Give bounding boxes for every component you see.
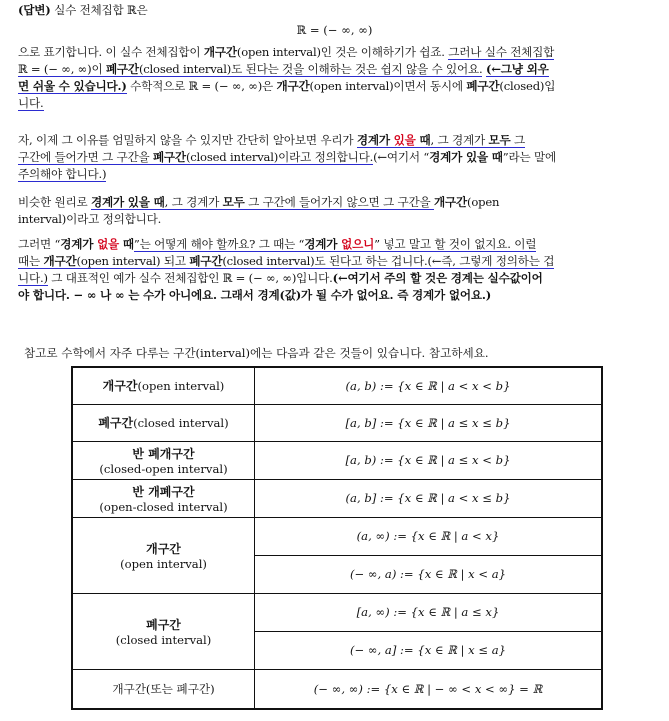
paragraph-4 (18, 236, 660, 304)
underlined-text: ”는 어떻게 해야 할까요? 그 때는 “ (133, 237, 305, 251)
bold-aside: 면 쉬울 수 있습니다.) (18, 79, 127, 93)
bold-term: 경계가 (356, 133, 394, 147)
interval-def: (− ∞, a) := {x ∈ ℝ | x < a} (255, 555, 603, 593)
interval-name: 개구간(또는 폐구간) (72, 669, 255, 709)
name-rest: (closed-open interval) (99, 461, 228, 476)
red-term: 없으니 (341, 237, 375, 251)
underlined-text: , 그 경계가 (164, 195, 223, 209)
interval-def: [a, b) := {x ∈ ℝ | a ≤ x < b} (255, 441, 603, 479)
bold-term: 개구간 (434, 195, 467, 209)
interval-def: (− ∞, a] := {x ∈ ℝ | x ≤ a} (255, 631, 603, 669)
underlined-text: 니다. (18, 96, 44, 110)
text: interval)이라고 정의합니다. (18, 212, 162, 226)
red-term: 있을 (393, 133, 416, 147)
interval-name (72, 441, 255, 479)
paragraph-1 (18, 44, 660, 112)
text: 비슷한 원리로 (18, 195, 91, 209)
table-row (72, 367, 602, 404)
underlined-text: 그 구간에 들어가지 않으면 그 구간을 (244, 195, 434, 209)
paragraph-2 (18, 132, 660, 183)
name-bold: 폐구간 (98, 416, 134, 430)
bold-term: 경계가 있을 때 (429, 150, 503, 164)
bold-aside: (←그냥 외우 (485, 62, 549, 76)
underlined-text: 주의해야 합니다.) (18, 167, 107, 181)
bold-term: 개구간 (203, 45, 237, 59)
answer-intro (18, 2, 660, 19)
bold-term: 경계가 있을 때 (90, 195, 165, 209)
underlined-text: (closed interval)이라고 정의합니다. (185, 150, 374, 164)
table-row (72, 479, 602, 517)
table-row (72, 404, 602, 441)
name-rest: (closed interval) (133, 416, 229, 430)
underlined-text: ” 넣고 말고 할 것이 없지요. 이럴 (374, 237, 537, 251)
underlined-text: (closed interval)도 된다는 것을 이해하는 것은 쉽지 않을 수 있어요. (138, 62, 483, 76)
real-set-formula: ℝ = (− ∞, ∞) (296, 23, 373, 37)
red-term: 없을 (97, 237, 120, 251)
paragraph-3 (18, 194, 660, 228)
text: (open interval)인 것은 이해하기가 쉽죠. (236, 45, 449, 59)
bold-term: 경계가 (60, 237, 98, 251)
underlined-text: (closed interval)도 된다고 하는 겁니다. (222, 254, 428, 268)
text: (closed)입 (499, 79, 556, 93)
table-row (72, 593, 602, 631)
name-rest: (open-closed interval) (99, 499, 228, 514)
interval-def: (a, b] := {x ∈ ℝ | a < x ≤ b} (255, 479, 603, 517)
underlined-text: 그 (510, 133, 525, 147)
table-row (72, 669, 602, 709)
table-row (72, 517, 602, 555)
bold-term: 개구간 (43, 254, 77, 268)
name-bold: 개구간 (146, 541, 181, 556)
interval-name (72, 367, 255, 404)
interval-def: [a, ∞) := {x ∈ ℝ | a ≤ x} (255, 593, 603, 631)
underlined-text: , 그 경계가 (430, 133, 489, 147)
bold-term: 폐구간 (466, 79, 500, 93)
interval-def: [a, b] := {x ∈ ℝ | a ≤ x ≤ b} (255, 404, 603, 441)
reference-note: 참고로 수학에서 자주 다루는 구간(interval)에는 다음과 같은 것들이 있습니다. 참고하세요. (24, 346, 489, 360)
underlined-text: 구간에 들어가면 그 구간을 (18, 150, 153, 164)
bold-aside: 야 합니다. − ∞ 나 ∞ 는 수가 아니에요. 그래서 경계(값)가 될 수가 없어요. 즉 경계가 없어요.) (18, 288, 492, 302)
interval-def: (a, ∞) := {x ∈ ℝ | a < x} (255, 517, 603, 555)
underlined-text: (open interval) 되고 (76, 254, 190, 268)
text: 그러면 “ (18, 237, 61, 251)
bold-term: 경계가 (304, 237, 342, 251)
underlined-text: ℝ = (− ∞, ∞)이 (18, 62, 106, 76)
name-bold: 개구간 (102, 379, 138, 394)
name-bold: 폐구간 (146, 617, 181, 632)
text: 으로 표기합니다. 이 실수 전체집합이 (18, 45, 204, 59)
bold-term: 폐구간 (189, 254, 223, 268)
text: ”라는 말에 (502, 150, 557, 164)
table-row (72, 441, 602, 479)
interval-name (72, 404, 255, 441)
text: 자, 이제 그 이유를 엄밀하지 않을 수 있지만 간단히 알아보면 우리가 (18, 133, 357, 147)
name-rest: (open interval) (120, 556, 207, 571)
underlined-text: (←즉, 그렇게 정의하는 겁 (427, 254, 555, 268)
text: (open interval)이면서 동시에 (309, 79, 467, 93)
text: (←여기서 “ (373, 150, 430, 164)
underlined-text: 니다.) (18, 271, 48, 285)
bold-aside: (←여기서 주의 할 것은 경계는 실수값이어 (332, 271, 543, 285)
underlined-text: 때는 (18, 254, 44, 268)
bold-term: 모두 (488, 133, 511, 147)
bold-term: 개구간 (276, 79, 310, 93)
text: 수학적으로 ℝ = (− ∞, ∞)은 (126, 79, 277, 93)
interval-name (72, 517, 255, 593)
interval-table (71, 366, 603, 710)
bold-term: 때 (415, 133, 431, 147)
bold-term: 모두 (222, 195, 245, 209)
intro-text: 실수 전체집합 ℝ은 (54, 3, 148, 17)
bold-term: 폐구간 (152, 150, 186, 164)
text: (open (467, 195, 500, 209)
name-rest: (open interval) (137, 379, 225, 394)
underlined-text: 그러나 실수 전체집합 (448, 45, 555, 59)
interval-name (72, 479, 255, 517)
answer-label: (답변) (18, 3, 51, 17)
text: 그 대표적인 예가 실수 전체집합인 ℝ = (− ∞, ∞)입니다. (47, 271, 333, 285)
name-bold: 반 개폐구간 (132, 484, 195, 499)
name-bold: 반 폐개구간 (132, 446, 195, 461)
interval-def: (a, b) := {x ∈ ℝ | a < x < b} (255, 367, 603, 404)
interval-def: (− ∞, ∞) := {x ∈ ℝ | − ∞ < x < ∞} = ℝ (255, 669, 603, 709)
bold-term: 때 (119, 237, 134, 251)
name-rest: (closed interval) (115, 632, 212, 647)
interval-name (72, 593, 255, 669)
bold-term: 폐구간 (105, 62, 139, 76)
